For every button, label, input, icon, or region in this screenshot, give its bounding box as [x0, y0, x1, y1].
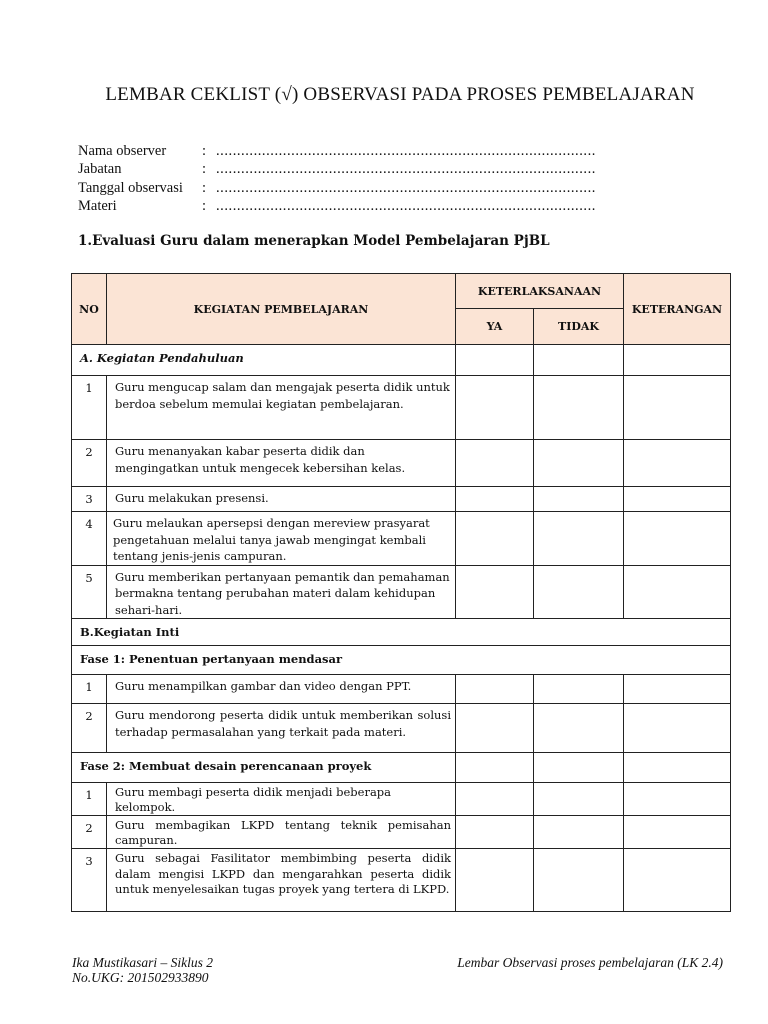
- activity-text: Guru mendorong peserta didik untuk memberikan solusi terhadap permasalahan yang terkait pada materi.: [107, 704, 456, 753]
- tidak-cell[interactable]: [534, 440, 624, 487]
- header-keterangan: KETERANGAN: [624, 274, 731, 345]
- section-heading: 1.Evaluasi Guru dalam menerapkan Model Pembelajaran PjBL: [78, 233, 550, 249]
- tidak-cell[interactable]: [534, 487, 624, 512]
- ya-cell[interactable]: [456, 753, 534, 783]
- tidak-cell[interactable]: [534, 565, 624, 619]
- activity-text: Guru mengucap salam dan mengajak peserta didik untuk berdoa sebelum memulai kegiatan pembelajaran.: [107, 376, 456, 440]
- activity-text: Guru memberikan pertanyaan pemantik dan pemahaman bermakna tentang perubahan materi dalam kehidupan sehari-hari.: [107, 565, 456, 619]
- ya-cell[interactable]: [456, 704, 534, 753]
- footer-doc-name: Lembar Observasi proses pembelajaran (LK 2.4): [457, 955, 723, 970]
- keterangan-cell[interactable]: [624, 345, 731, 376]
- row-number: 3: [72, 849, 107, 912]
- field-materi: [78, 197, 596, 215]
- ya-cell[interactable]: [456, 512, 534, 566]
- field-jabatan: [78, 160, 596, 178]
- phase-1-row: Fase 1: Penentuan pertanyaan mendasar: [72, 646, 731, 675]
- activity-text: Guru menampilkan gambar dan video dengan PPT.: [107, 675, 456, 704]
- tidak-cell[interactable]: [534, 849, 624, 912]
- ya-cell[interactable]: [456, 783, 534, 816]
- activity-text: Guru sebagai Fasilitator membimbing peserta didik dalam mengisi LKPD dan mengarahkan peserta didik untuk menyelesaikan tugas proyek yang tertera di LKPD.: [107, 849, 456, 912]
- keterangan-cell[interactable]: [624, 440, 731, 487]
- header-tidak: TIDAK: [534, 309, 624, 345]
- keterangan-cell[interactable]: [624, 816, 731, 849]
- tidak-cell[interactable]: [534, 512, 624, 566]
- page-title: LEMBAR CEKLIST (√) OBSERVASI PADA PROSES PEMBELAJARAN: [105, 84, 695, 105]
- keterangan-cell[interactable]: [624, 849, 731, 912]
- row-number: 5: [72, 565, 107, 619]
- tidak-cell[interactable]: [534, 675, 624, 704]
- tidak-cell[interactable]: [534, 783, 624, 816]
- ya-cell[interactable]: [456, 440, 534, 487]
- tidak-cell[interactable]: [534, 704, 624, 753]
- field-blank[interactable]: ...........................................................................................: [216, 197, 596, 214]
- tidak-cell[interactable]: [534, 753, 624, 783]
- keterangan-cell[interactable]: [624, 704, 731, 753]
- phase-2-row: Fase 2: Membuat desain perencanaan proyek: [72, 753, 456, 783]
- keterangan-cell[interactable]: [624, 487, 731, 512]
- row-number: 4: [72, 512, 107, 566]
- activity-text: Guru membagi peserta didik menjadi beberapa kelompok.: [107, 783, 456, 816]
- header-no: NO: [72, 274, 107, 345]
- row-number: 1: [72, 376, 107, 440]
- field-separator: :: [202, 161, 207, 178]
- field-blank[interactable]: ...........................................................................................: [216, 161, 596, 178]
- header-kegiatan: KEGIATAN PEMBELAJARAN: [107, 274, 456, 345]
- activity-text: Guru membagikan LKPD tentang teknik pemisahan campuran.: [107, 816, 456, 849]
- field-nama-observer: [78, 142, 596, 160]
- activity-text: Guru melakukan presensi.: [107, 487, 456, 512]
- field-label: Materi: [78, 197, 117, 214]
- group-row-a: A. Kegiatan Pendahuluan: [72, 345, 456, 376]
- ya-cell[interactable]: [456, 816, 534, 849]
- field-label: Jabatan: [78, 161, 122, 178]
- row-number: 3: [72, 487, 107, 512]
- row-number: 1: [72, 783, 107, 816]
- row-number: 2: [72, 440, 107, 487]
- ya-cell[interactable]: [456, 376, 534, 440]
- row-number: 1: [72, 675, 107, 704]
- keterangan-cell[interactable]: [624, 675, 731, 704]
- field-blank[interactable]: ...........................................................................................: [216, 179, 596, 196]
- row-number: 2: [72, 816, 107, 849]
- footer-author-block: [72, 955, 213, 985]
- ya-cell[interactable]: [456, 675, 534, 704]
- keterangan-cell[interactable]: [624, 565, 731, 619]
- tidak-cell[interactable]: [534, 345, 624, 376]
- tidak-cell[interactable]: [534, 376, 624, 440]
- footer-author: Ika Mustikasari – Siklus 2: [72, 955, 213, 970]
- ya-cell[interactable]: [456, 487, 534, 512]
- field-tanggal-observasi: [78, 179, 596, 197]
- ya-cell[interactable]: [456, 345, 534, 376]
- group-row-b: B.Kegiatan Inti: [72, 619, 731, 646]
- footer-ukg: No.UKG: 201502933890: [72, 970, 209, 985]
- field-separator: :: [202, 197, 207, 214]
- field-blank[interactable]: ...........................................................................................: [216, 143, 596, 159]
- field-separator: :: [202, 143, 207, 159]
- activity-text: Guru melaukan apersepsi dengan mereview prasyarat pengetahuan melalui tanya jawab mengingat kembali tentang jenis-jenis campuran.: [107, 512, 456, 566]
- activity-text: Guru menanyakan kabar peserta didik dan mengingatkan untuk mengecek kebersihan kelas.: [107, 440, 456, 487]
- field-separator: :: [202, 179, 207, 196]
- ya-cell[interactable]: [456, 849, 534, 912]
- checklist-table: [71, 273, 731, 912]
- field-label: Nama observer: [78, 143, 167, 159]
- row-number: 2: [72, 704, 107, 753]
- keterangan-cell[interactable]: [624, 512, 731, 566]
- ya-cell[interactable]: [456, 565, 534, 619]
- header-keterlaksanaan: KETERLAKSANAAN: [456, 274, 624, 309]
- field-label: Tanggal observasi: [78, 179, 183, 196]
- keterangan-cell[interactable]: [624, 376, 731, 440]
- observer-fields: [78, 142, 596, 215]
- header-ya: YA: [456, 309, 534, 345]
- keterangan-cell[interactable]: [624, 783, 731, 816]
- tidak-cell[interactable]: [534, 816, 624, 849]
- keterangan-cell[interactable]: [624, 753, 731, 783]
